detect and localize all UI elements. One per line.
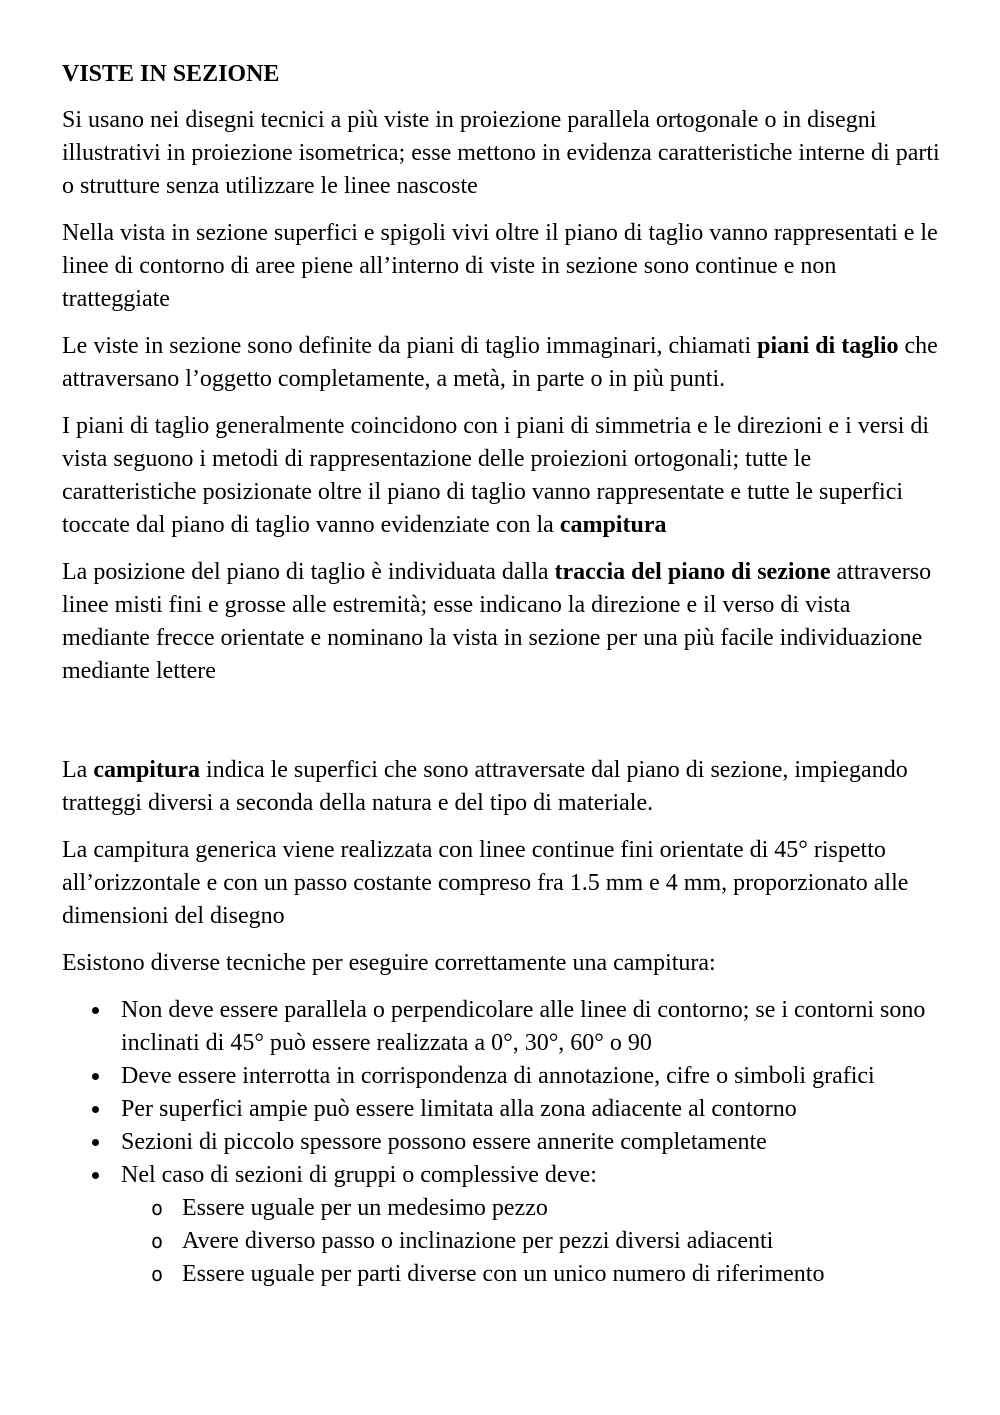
bold-term-piani-di-taglio: piani di taglio — [757, 333, 899, 359]
list-item-with-sublist — [62, 1159, 942, 1291]
document-title: VISTE IN SEZIONE — [62, 61, 280, 87]
sub-list-item: o Essere uguale per parti diverse con un unico numero di riferimento — [121, 1258, 942, 1291]
paragraph-cutting-planes — [62, 330, 942, 396]
paragraph-surfaces: Nella vista in sezione superfici e spigoli vivi oltre il piano di taglio vanno rappresentati e le linee di contorno di aree piene all’interno di viste in sezione sono continue e non tratteggiate — [62, 220, 938, 312]
text-run: Le viste in sezione sono definite da piani di taglio immaginari, chiamati — [62, 333, 758, 359]
text-run: La — [62, 757, 94, 783]
list-item-label: Nel caso di sezioni di gruppi o complessive deve: — [121, 1162, 597, 1188]
text-run: I piani di taglio generalmente coincidono con i piani di simmetria e le direzioni e i versi di vista seguono i metodi di rappresentazione delle proiezioni ortogonali; tutte le caratteristiche posizionate oltre il piano di taglio vanno rappresentate e tutte le superfici toccate dal piano di taglio vanno evidenziate con la — [62, 413, 930, 538]
paragraph-intro: Si usano nei disegni tecnici a più viste in proiezione parallela ortogonale o in disegni illustrativi in proiezione isometrica; esse mettono in evidenza caratteristiche interne di parti o strutture senza utilizzare le linee nascoste — [62, 107, 940, 199]
paragraph-symmetry — [62, 410, 942, 542]
list-item: Sezioni di piccolo spessore possono essere annerite completamente — [62, 1126, 942, 1159]
bold-term-campitura: campitura — [559, 512, 667, 538]
text-run: attraverso linee misti fini e grosse alle estremità; esse indicano la direzione e il verso di vista mediante frecce orientate e nominano la vista in sezione per una più facile individuazione mediante lettere — [62, 559, 932, 684]
text-run: indica le superfici che sono attraversate dal piano di sezione, impiegando tratteggi diversi a seconda della natura e del tipo di materiale. — [62, 757, 908, 816]
sub-list — [121, 1192, 942, 1291]
bold-term-campitura-2: campitura — [93, 757, 200, 783]
list-item: Non deve essere parallela o perpendicolare alle linee di contorno; se i contorni sono inclinati di 45° può essere realizzata a 0°, 30°, 60° o 90 — [62, 994, 942, 1060]
bold-term-traccia: traccia del piano di sezione — [554, 559, 831, 585]
techniques-list — [62, 994, 942, 1291]
text-run: La posizione del piano di taglio è individuata dalla — [62, 559, 555, 585]
list-item: Deve essere interrotta in corrispondenza di annotazione, cifre o simboli grafici — [62, 1060, 942, 1093]
paragraph-campitura-def — [62, 754, 942, 820]
paragraph-section-trace — [62, 556, 942, 688]
document-page — [62, 58, 942, 1291]
list-item: Per superfici ampie può essere limitata alla zona adiacente al contorno — [62, 1093, 942, 1126]
sub-list-item: o Essere uguale per un medesimo pezzo — [121, 1192, 942, 1225]
paragraph-campitura-generic: La campitura generica viene realizzata con linee continue fini orientate di 45° rispetto all’orizzontale e con un passo costante compreso fra 1.5 mm e 4 mm, proporzionato alle dimensioni del disegno — [62, 837, 909, 929]
paragraph-techniques-intro: Esistono diverse tecniche per eseguire correttamente una campitura: — [62, 950, 716, 976]
sub-list-item: o Avere diverso passo o inclinazione per pezzi diversi adiacenti — [121, 1225, 942, 1258]
text-run: che attraversano l’oggetto completamente, a metà, in parte o in più punti. — [62, 333, 938, 392]
